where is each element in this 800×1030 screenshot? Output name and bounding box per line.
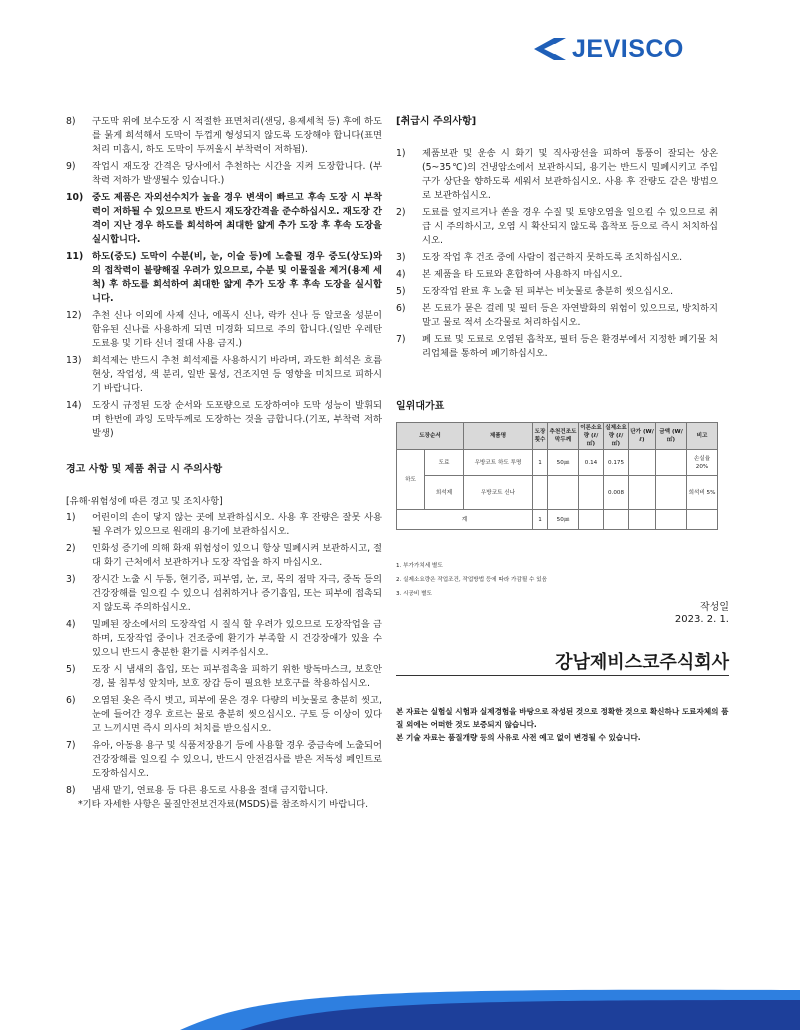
- hazard-item: 6) 오염된 옷은 즉시 벗고, 피부에 묻은 경우 다량의 비눗물로 충분히 씻고, 눈에 들어간 경우 흐르는 물로 충분히 씻으십시오. 구토 등 이상이 있다고 느끼시면 즉시 의사의 처치를 받으십시오.: [66, 695, 382, 734]
- table-cell: 하도: [397, 450, 425, 510]
- handling-item: 3) 도장 작업 후 건조 중에 사람이 접근하지 못하도록 조치하십시오.: [396, 252, 683, 263]
- table-cell: [656, 476, 687, 510]
- handling-item: 5) 도장작업 완료 후 노출 된 피부는 비눗물로 충분히 씻으십시오.: [396, 286, 674, 297]
- hazard-item: 5) 도장 시 냄새의 흡입, 또는 피부접촉을 피하기 위한 방독마스크, 보호안경, 불 침투성 앞치마, 보호 장갑 등이 필요한 보호구를 착용하십시오.: [66, 664, 382, 689]
- unit-price-table: [396, 422, 718, 530]
- hazard-item: 3) 장시간 노출 시 두통, 현기증, 피부염, 눈, 코, 목의 점막 자극, 중독 등의 건강장해를 일으킬 수 있으니 섭취하거나 증기흡입, 또는 피부에 접촉되지 않도록 주의하십시오.: [66, 574, 382, 613]
- handling-list: [396, 147, 718, 361]
- hazard-item: 8) 냄새 맡기, 연료용 등 다른 용도로 사용을 절대 금지합니다.: [66, 785, 329, 796]
- table-cell: [629, 450, 656, 476]
- warning-heading: 경고 사항 및 제품 취급 시 주의사항: [66, 464, 223, 475]
- table-cell: 희석제: [425, 476, 464, 510]
- table-cell: [629, 476, 656, 510]
- brand-name: JEVISCO: [572, 34, 684, 63]
- table-note: 1. 부가가치세 별도: [396, 563, 443, 569]
- handling-heading: [취급시 주의사항]: [396, 116, 477, 127]
- price-table-heading: 일위대가표: [396, 401, 445, 412]
- hazard-heading: [유해·위험성에 따른 경고 및 조치사항]: [66, 496, 223, 507]
- note-item: 13) 희석제는 반드시 추천 희석제를 사용하시기 바라며, 과도한 희석은 흐름현상, 작업성, 색 분리, 일반 물성, 건조지연 등 영향을 미치므로 피하시기 바랍니다.: [66, 355, 382, 394]
- table-cell: 우방코트 하도 투명: [464, 450, 533, 476]
- table-note: 3. 시공비 별도: [396, 591, 432, 597]
- table-cell: [533, 476, 548, 510]
- table-total-row: [397, 510, 718, 530]
- msds-note: *기타 자세한 사항은 물질안전보건자료(MSDS)를 참조하시기 바랍니다.: [78, 799, 369, 810]
- table-row: [397, 450, 718, 476]
- divider: [396, 675, 729, 676]
- handling-item: 2) 도료를 엎지르거나 쏟을 경우 수질 및 토양오염을 일으킬 수 있으므로 취급 시 주의하시고, 오염 시 확산되지 않도록 흡착포 등으로 즉시 처치하십시오.: [396, 207, 718, 246]
- application-notes: [66, 115, 382, 441]
- table-cell: 손실율 20%: [687, 450, 718, 476]
- table-cell: 우방코트 신나: [464, 476, 533, 510]
- disclaimer-line: 본 자료는 실험실 시험과 실제경험을 바탕으로 작성된 것으로 정확한 것으로 확신하나 도료자체의 품질 외에는 어떠한 것도 보증되지 않습니다.: [396, 707, 729, 729]
- table-cell: 50㎛: [548, 510, 579, 530]
- table-cell: 계: [397, 510, 533, 530]
- disclaimer-line: 본 기술 자료는 품질개량 등의 사유로 사전 예고 없이 변경될 수 있습니다.: [396, 733, 641, 742]
- note-item: 8) 구도막 위에 보수도장 시 적절한 표면처리(샌딩, 용제세척 등) 후에 하도를 묽게 희석해서 도막이 두껍게 형성되지 않도록 도장해야 합니다(표면 처리 미흡시, 하도 도막이 두꺼울시 부착력이 저하됨).: [66, 116, 382, 155]
- date-label: 작성일: [700, 602, 729, 613]
- date-value: 2023. 2. 1.: [674, 614, 729, 625]
- table-cell: [548, 476, 579, 510]
- table-cell: 0.14: [579, 450, 604, 476]
- handling-item: 1) 제품보관 및 운송 시 화기 및 직사광선을 피하여 통풍이 잘되는 상온(5~35℃)의 건냉암소에서 보관하시되, 용기는 반드시 밀폐시키고 주입구가 상단을 향하도록 세워서 보관하십시오. 사용 후 잔량도 같은 방법으로 보관하십시오.: [396, 148, 718, 201]
- handling-item: 4) 본 제품을 타 도료와 혼합하여 사용하지 마십시오.: [396, 269, 623, 280]
- table-cell: 1: [533, 510, 548, 530]
- table-row: [397, 476, 718, 510]
- table-cell: 희석비 5%: [687, 476, 718, 510]
- table-note: 2. 실제소요량은 작업조건, 작업방법 등에 따라 가감될 수 있음: [396, 577, 548, 583]
- handling-item: 6) 본 도료가 묻은 걸레 및 필터 등은 자연발화의 위험이 있으므로, 방치하지 말고 물로 적셔 소각물로 처리하십시오.: [396, 303, 718, 328]
- hazard-item: 7) 유아, 아동용 용구 및 식품저장용기 등에 사용할 경우 중금속에 노출되어 건강장해를 일으킬 수 있으니, 반드시 안전검사를 받은 저독성 페인트로 도장하십시오.: [66, 740, 382, 779]
- table-cell: 0.175: [604, 450, 629, 476]
- table-cell: 1: [533, 450, 548, 476]
- note-item-bold: 10) 중도 제품은 자외선수치가 높을 경우 변색이 빠르고 후속 도장 시 부착력이 저하될 수 있으므로 반드시 재도장간격을 준수하십시오. 재도장 간격이 지난 경우 하도를 희석하여 최대한 얇게 추가 도장 후 후속 도장을 실시합니다.: [66, 192, 382, 245]
- left-column: [66, 115, 382, 812]
- brand-logo: [532, 34, 684, 64]
- note-item: 12) 추천 신나 이외에 사제 신나, 에폭시 신나, 락카 신나 등 알코올 성분이 함유된 신나를 사용하게 되면 미경화 되므로 주의 합니다.(일반 우레탄 도료용 및 기타 신너 절대 사용 금지.): [66, 310, 382, 349]
- note-item: 9) 작업시 재도장 간격은 당사에서 추천하는 시간을 지켜 도장합니다. (부착력 저하가 발생될수 있습니다.): [66, 161, 382, 186]
- table-cell: [656, 450, 687, 476]
- table-cell: [579, 476, 604, 510]
- table-cell: 0.008: [604, 476, 629, 510]
- hazard-item: 2) 인화성 증기에 의해 화재 위험성이 있으니 항상 밀폐시켜 보관하시고, 절대 화기 근처에서 보관하거나 도장 작업을 하지 마십시오.: [66, 543, 382, 568]
- hazard-list: [66, 511, 382, 798]
- table-header-row: 도장순서 제품명 도장횟수 추천건조도막두께 이론소요량 (ℓ/㎡) 실제소요량 (ℓ/㎡) 단가 (W/ℓ) 금액 (W/㎡) 비고: [397, 423, 718, 450]
- handling-item: 7) 폐 도료 및 도료로 오염된 흡착포, 필터 등은 환경부에서 지정한 폐기물 처리업체를 통하여 폐기하십시오.: [396, 334, 718, 359]
- note-item-bold: 11) 하도(중도) 도막이 수분(비, 눈, 이슬 등)에 노출될 경우 중도(상도)와의 접착력이 불량해질 우려가 있으므로, 수분 및 이물질을 제거(용제 세척) 후 하도를 희석하여 최대한 얇게 추가 도장 후 후속 도장을 실시합니다.: [66, 251, 382, 304]
- footer-wave: [0, 970, 800, 1030]
- hazard-item: 1) 어린이의 손이 닿지 않는 곳에 보관하십시오. 사용 후 잔량은 잘못 사용될 우려가 있으므로 원래의 용기에 보관하십시오.: [66, 512, 382, 537]
- table-cell: 도료: [425, 450, 464, 476]
- note-item: 14) 도장시 규정된 도장 순서와 도포량으로 도장하여야 도막 성능이 발휘되며 한번에 과잉 도막두께로 도장하는 것을 금합니다.(기포, 부착력 저하 발생): [66, 400, 382, 439]
- table-cell: 50㎛: [548, 450, 579, 476]
- right-column: [396, 115, 718, 364]
- disclaimer: [396, 705, 729, 744]
- brand-swoosh-icon: [532, 36, 568, 62]
- company-name: 강남제비스코주식회사: [555, 652, 729, 673]
- hazard-item: 4) 밀폐된 장소에서의 도장작업 시 질식 할 우려가 있으므로 도장작업을 금하며, 도장작업 중이나 건조중에 환기가 부족할 시 건강장애가 있을 수 있으니 반드시 충분한 환기를 시켜주십시오.: [66, 619, 382, 658]
